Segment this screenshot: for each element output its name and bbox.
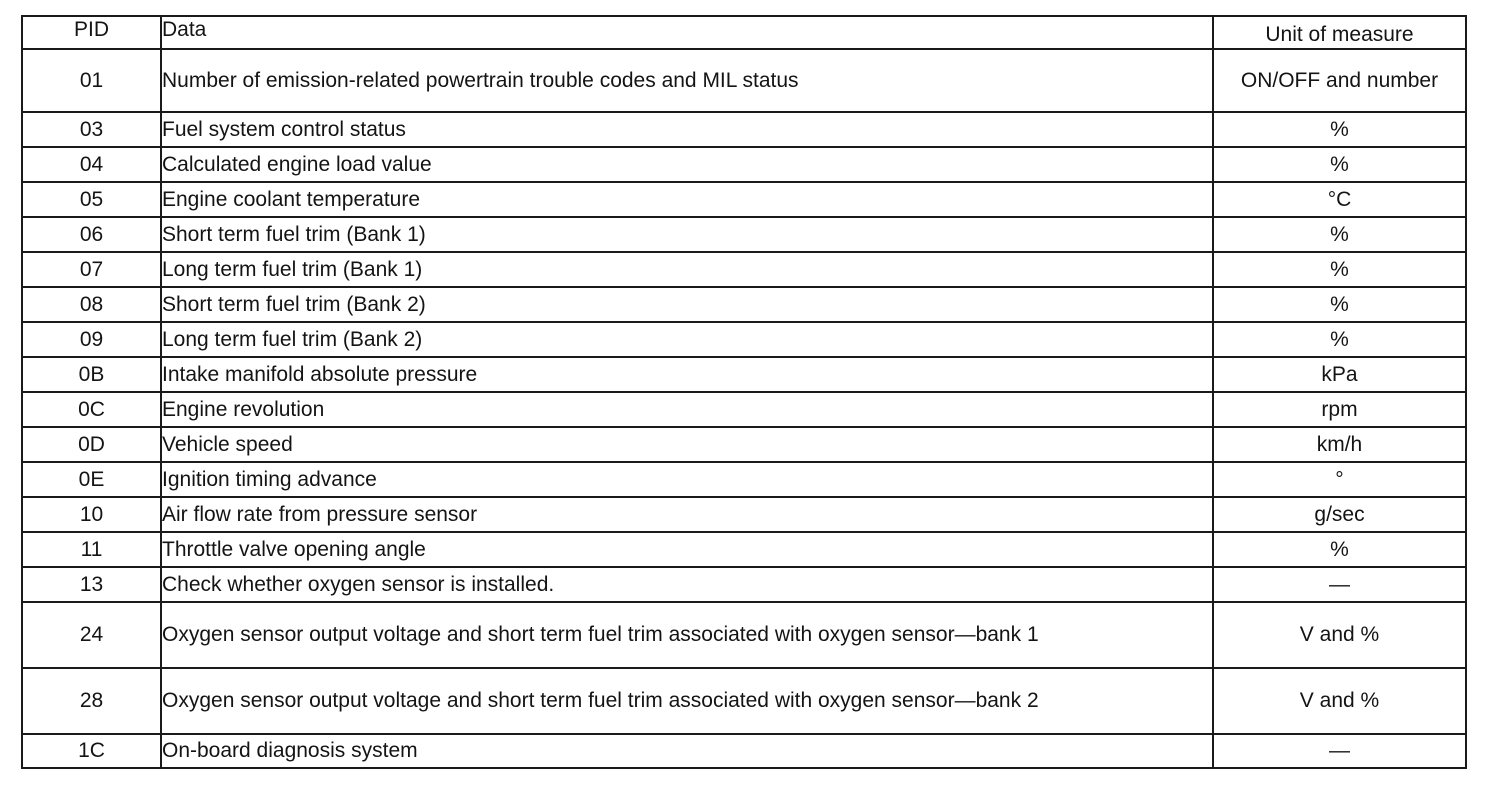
pid-cell: 24 bbox=[22, 602, 161, 668]
pid-cell: 11 bbox=[22, 532, 161, 567]
unit-cell: % bbox=[1213, 147, 1466, 182]
unit-cell: ON/OFF and number bbox=[1213, 49, 1466, 112]
data-cell: Oxygen sensor output voltage and short term fuel trim associated with oxygen sensor—bank 2 bbox=[161, 668, 1213, 734]
pid-cell: 0D bbox=[22, 427, 161, 462]
data-cell: Engine coolant temperature bbox=[161, 182, 1213, 217]
unit-cell: % bbox=[1213, 217, 1466, 252]
unit-cell: — bbox=[1213, 567, 1466, 602]
data-cell: Intake manifold absolute pressure bbox=[161, 357, 1213, 392]
table-row bbox=[22, 668, 1466, 734]
unit-cell: % bbox=[1213, 252, 1466, 287]
pid-cell: 07 bbox=[22, 252, 161, 287]
data-cell: Short term fuel trim (Bank 1) bbox=[161, 217, 1213, 252]
pid-cell: 05 bbox=[22, 182, 161, 217]
pid-cell: 10 bbox=[22, 497, 161, 532]
unit-cell: g/sec bbox=[1213, 497, 1466, 532]
table-row bbox=[22, 217, 1466, 252]
unit-cell: % bbox=[1213, 322, 1466, 357]
unit-cell: — bbox=[1213, 734, 1466, 768]
table-row bbox=[22, 182, 1466, 217]
table-row bbox=[22, 497, 1466, 532]
pid-cell: 04 bbox=[22, 147, 161, 182]
table-row bbox=[22, 427, 1466, 462]
data-cell: Air flow rate from pressure sensor bbox=[161, 497, 1213, 532]
unit-cell: km/h bbox=[1213, 427, 1466, 462]
data-cell: Short term fuel trim (Bank 2) bbox=[161, 287, 1213, 322]
table-row bbox=[22, 49, 1466, 112]
pid-cell: 0B bbox=[22, 357, 161, 392]
table-row bbox=[22, 112, 1466, 147]
pid-cell: 08 bbox=[22, 287, 161, 322]
unit-cell: % bbox=[1213, 112, 1466, 147]
data-cell: Long term fuel trim (Bank 1) bbox=[161, 252, 1213, 287]
data-cell: Oxygen sensor output voltage and short term fuel trim associated with oxygen sensor—bank 1 bbox=[161, 602, 1213, 668]
pid-cell: 09 bbox=[22, 322, 161, 357]
pid-cell: 13 bbox=[22, 567, 161, 602]
unit-cell: kPa bbox=[1213, 357, 1466, 392]
data-cell: Engine revolution bbox=[161, 392, 1213, 427]
table-row bbox=[22, 287, 1466, 322]
data-cell: Ignition timing advance bbox=[161, 462, 1213, 497]
data-cell: Vehicle speed bbox=[161, 427, 1213, 462]
table-row bbox=[22, 532, 1466, 567]
data-cell: Calculated engine load value bbox=[161, 147, 1213, 182]
header-pid: PID bbox=[22, 16, 161, 49]
table-row bbox=[22, 602, 1466, 668]
table-row bbox=[22, 392, 1466, 427]
table-row bbox=[22, 734, 1466, 768]
table-row bbox=[22, 567, 1466, 602]
unit-cell: % bbox=[1213, 287, 1466, 322]
unit-cell: V and % bbox=[1213, 668, 1466, 734]
data-cell: Number of emission-related powertrain trouble codes and MIL status bbox=[161, 49, 1213, 112]
pid-cell: 0C bbox=[22, 392, 161, 427]
data-cell: On-board diagnosis system bbox=[161, 734, 1213, 768]
pid-cell: 28 bbox=[22, 668, 161, 734]
pid-cell: 0E bbox=[22, 462, 161, 497]
pid-cell: 03 bbox=[22, 112, 161, 147]
data-cell: Throttle valve opening angle bbox=[161, 532, 1213, 567]
table-row bbox=[22, 252, 1466, 287]
header-data: Data bbox=[161, 16, 1213, 49]
pid-cell: 01 bbox=[22, 49, 161, 112]
unit-cell: % bbox=[1213, 532, 1466, 567]
unit-cell: V and % bbox=[1213, 602, 1466, 668]
table-row bbox=[22, 147, 1466, 182]
unit-cell: rpm bbox=[1213, 392, 1466, 427]
table-row bbox=[22, 357, 1466, 392]
header-unit: Unit of measure bbox=[1213, 16, 1466, 49]
data-cell: Long term fuel trim (Bank 2) bbox=[161, 322, 1213, 357]
table-row bbox=[22, 322, 1466, 357]
pid-cell: 1C bbox=[22, 734, 161, 768]
header-row bbox=[22, 16, 1466, 49]
data-cell: Fuel system control status bbox=[161, 112, 1213, 147]
table-row bbox=[22, 462, 1466, 497]
unit-cell: °C bbox=[1213, 182, 1466, 217]
data-cell: Check whether oxygen sensor is installed. bbox=[161, 567, 1213, 602]
pid-table bbox=[21, 15, 1467, 769]
pid-cell: 06 bbox=[22, 217, 161, 252]
unit-cell: ° bbox=[1213, 462, 1466, 497]
